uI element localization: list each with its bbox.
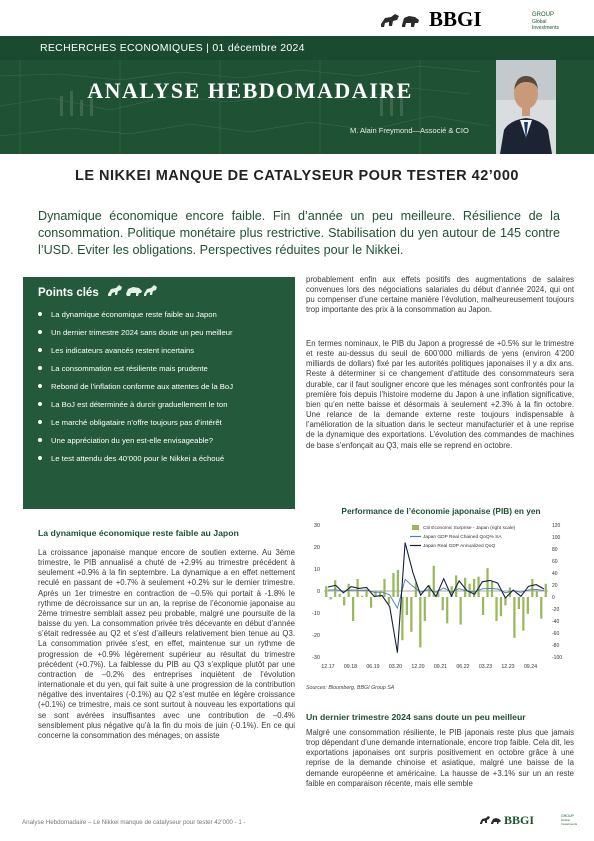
footer-text: Analyse Hebdomadaire – Le Nikkei manque de catalyseur pour tester 42’000 - 1 - bbox=[22, 819, 246, 826]
chart-bar bbox=[330, 597, 332, 599]
right-axis-tick-label: 0 bbox=[552, 595, 555, 601]
brand-sub1: Global bbox=[532, 19, 547, 25]
chart-bar bbox=[468, 584, 470, 597]
chart-bar bbox=[424, 597, 426, 621]
legend-label: Japan GDP Real Chained QoQ% SA bbox=[423, 535, 502, 540]
key-point-item: Rebond de l’inflation conforme aux attentes de la BoJ bbox=[38, 382, 233, 391]
left-axis-tick-label: 20 bbox=[313, 545, 320, 551]
chart-bar bbox=[352, 597, 354, 621]
legend-swatch bbox=[412, 525, 419, 530]
legend-label: Citi Economic Surprise - Japan (right scale) bbox=[423, 526, 516, 531]
key-point-item: La consommation est résiliente mais prudente bbox=[38, 364, 208, 373]
x-axis-tick-label: 09.24 bbox=[523, 664, 538, 670]
annualized-series-line bbox=[328, 543, 544, 653]
x-axis-tick-label: 12.20 bbox=[411, 664, 425, 670]
chart-bar bbox=[518, 597, 520, 609]
left-body-text: La croissance japonaise manque encore de soutien externe. Au 3ème trimestre, le PIB annualisé a chuté de +2.9% au trimestre précédent à seulement +0.9% à la fin septembre. La dynamique a en effet nettement reculé en passant de +0.7% à seulement +0.2% sur le dernier trimestre. Après un 1er trimestre en contraction de –0.5% qui portait à -1.8% le rythme de décroissance sur un an, la reprise de l’économie japonaise au 2ème trimestre semblait assez peu probable, malgré une poursuite de la baisse du yen. La consommation privée très décevante en début d’année s’était redressée au Q2 et s’est d’ailleurs relativement bien tenue au Q3. La consommation privée s’est, en effet, maintenue sur un rythme de progression de +0.9% légèrement supérieur au résultat du trimestre précédent (+0.7%). La faiblesse du PIB au Q3 s’explique plutôt par une contraction de –0.2% des entreprises inquiètent de l’évolution internationale et du yen, qui fait suite à une progression de la contribution négative des inventaires (-0.1%) au Q2 s’est mutée en légère croissance (+0.1%) ce trimestre, mais ce sont surtout à nouveau les exportations qui se sont avérées insuffisantes avec une contribution de –0.4% sensiblement plus négative qu’à la fin du mois de juin (-0.1%). En ce qui concerne la consommation des ménages, on assiste bbox=[38, 548, 295, 740]
brand-name: BBGI bbox=[429, 7, 482, 31]
key-point-item: Les indicateurs avancés restent incertains bbox=[38, 346, 194, 355]
chart-bar bbox=[401, 597, 403, 640]
right-axis-tick-label: -80 bbox=[552, 643, 560, 649]
chart-bar bbox=[442, 597, 444, 610]
chart-bar bbox=[536, 591, 538, 597]
chart-bar bbox=[419, 597, 421, 647]
svg-text:Global: Global bbox=[561, 818, 570, 822]
right-axis-tick-label: 80 bbox=[552, 547, 558, 553]
report-title: ANALYSE HEBDOMADAIRE bbox=[87, 78, 413, 103]
chart-bar bbox=[343, 597, 345, 605]
bull-bear-icon bbox=[106, 282, 158, 298]
key-point-item: Une appréciation du yen est-elle envisageable? bbox=[38, 436, 213, 445]
chart-source: Sources: Bloomberg, BBGI Group SA bbox=[306, 685, 395, 691]
chart-bar bbox=[500, 597, 502, 616]
bull-bear-icon bbox=[381, 14, 419, 27]
section-title-right: Un dernier trimestre 2024 sans doute un peu meilleur bbox=[306, 712, 526, 722]
left-axis-tick-label: 0 bbox=[316, 589, 320, 595]
chart-bar bbox=[392, 573, 394, 597]
right-axis-tick-label: 100 bbox=[552, 535, 561, 541]
section-title-left: La dynamique économique reste faible au Japon bbox=[38, 528, 239, 538]
x-axis-tick-label: 06.19 bbox=[366, 664, 380, 670]
chart-bar bbox=[522, 597, 524, 631]
right-axis-tick-label: 40 bbox=[552, 571, 558, 577]
brand-sub2: Investments bbox=[532, 25, 559, 31]
left-axis-tick-label: -30 bbox=[312, 655, 320, 661]
chart-bar bbox=[513, 597, 515, 638]
chart-bar bbox=[383, 579, 385, 597]
chart-bar bbox=[365, 590, 367, 597]
x-axis-tick-label: 09.18 bbox=[343, 664, 358, 670]
left-axis-tick-label: 10 bbox=[313, 567, 320, 573]
chart-bar bbox=[397, 570, 399, 597]
right-axis-tick-label: -40 bbox=[552, 619, 560, 625]
chart-bar bbox=[446, 597, 448, 623]
svg-text:GROUP: GROUP bbox=[561, 814, 574, 818]
qoq-series-line bbox=[328, 579, 544, 608]
chart-bar bbox=[410, 597, 412, 632]
chart-bar bbox=[486, 568, 488, 597]
chart-bar bbox=[339, 594, 341, 597]
brand-group: GROUP bbox=[532, 12, 555, 18]
headline: LE NIKKEI MANQUE DE CATALYSEUR POUR TESTER 42’000 bbox=[74, 168, 519, 184]
x-axis-tick-label: 12.23 bbox=[501, 664, 515, 670]
right-paragraph-1: probablement enfin aux effets positifs des augmentations de salaires convenues lors des négociations salariales du début d’année 2024, qui ont pu compenser d’une certaine manière l’évolution, malheureusement toujours trop importante des prix à la consommation au Japon. bbox=[306, 275, 574, 315]
chart-bar bbox=[334, 580, 336, 597]
issue-line: RECHERCHES ECONOMIQUES | 01 décembre 2024 bbox=[40, 42, 305, 54]
right-axis-tick-label: -20 bbox=[552, 607, 560, 613]
chart-bar bbox=[325, 586, 327, 597]
svg-text:BBGI: BBGI bbox=[504, 813, 535, 826]
chart-bar bbox=[460, 597, 462, 625]
chart-bar bbox=[540, 597, 542, 619]
chart-bar bbox=[531, 579, 533, 597]
right-axis-tick-label: -100 bbox=[552, 655, 563, 661]
chart-bar bbox=[491, 581, 493, 597]
chart-bar bbox=[388, 597, 390, 604]
chart-title: Performance de l’économie japonaise (PIB) en yen bbox=[341, 506, 541, 516]
left-axis-tick-label: -10 bbox=[312, 611, 320, 617]
chart-bar bbox=[370, 597, 372, 608]
x-axis-tick-label: 03.20 bbox=[388, 664, 403, 670]
key-points-title: Points clés bbox=[38, 287, 99, 299]
chart-bar bbox=[495, 597, 497, 621]
chart-bar bbox=[406, 597, 408, 615]
left-axis-tick-label: -20 bbox=[312, 633, 320, 639]
chart-bar bbox=[527, 597, 529, 614]
x-axis-tick-label: 06.22 bbox=[456, 664, 470, 670]
gdp-chart bbox=[300, 517, 572, 677]
right-section-body: Malgré une consommation résiliente, le PIB japonais reste plus que jamais trop dépendant d’une demande internationale, encore trop faible. Cela dit, les exportations japonaises ont surpris positivement en octobre grâce à une reprise de la demande chinoise et asiatique, malgré une baisse de la demande européenne et américaine. La hausse de +3.1% sur un an reste faible en comparaison récente, mais elle semble bbox=[306, 728, 574, 788]
key-point-item: La dynamique économique reste faible au Japon bbox=[38, 310, 217, 319]
x-axis-tick-label: 12.17 bbox=[321, 664, 335, 670]
key-point-item: Le marché obligataire n’offre toujours pas d’intérêt bbox=[38, 418, 222, 427]
author-line: M. Alain Freymond—Associé & CIO bbox=[350, 126, 469, 135]
right-axis-tick-label: 60 bbox=[552, 559, 558, 565]
key-point-item: Un dernier trimestre 2024 sans doute un peu meilleur bbox=[38, 328, 233, 337]
right-axis-tick-label: -60 bbox=[552, 631, 560, 637]
legend-label: Japan Real GDP Annualized QoQ bbox=[423, 544, 496, 549]
bbgi-logo-footer bbox=[478, 812, 584, 826]
x-axis-tick-label: 03.23 bbox=[478, 664, 493, 670]
right-paragraph-2: En termes nominaux, le PIB du Japon a progressé de +0.5% sur le trimestre et reste au-dessus du seuil de 600’000 milliards de yens (environ 4’200 milliards de dollars) fixé par les autorités politiques japonaises il y a dix ans. Reste à déterminer si ce changement d’attitude des consommateurs sera durable, car il faut souligner encore que les ménages sont confrontés pour la première fois depuis l’histoire moderne du Japon à une inflation significative, bien qu’en nette baisse et désormais à seulement +2.3% à la fin octobre. Une relance de la demande externe reste toujours indispensable à l’amélioration de la situation dans le secteur manufacturier et à une reprise de la dynamique des exportations. L’évolution des commandes de machines de base s’enfonçait au Q3, mais elle se reprend en octobre. bbox=[306, 339, 574, 450]
chart-bar bbox=[545, 584, 547, 597]
right-axis-tick-label: 120 bbox=[552, 523, 561, 529]
subtitle: Dynamique économique encore faible. Fin d’année un peu meilleure. Résilience de la consommation. Politique monétaire plus restrictive. Stabilisation du yen autour de 145 contre l’USD. Eviter les obligations. Perspectives réduites pour le Nikkei. bbox=[38, 209, 560, 257]
x-axis-tick-label: 09.21 bbox=[433, 664, 448, 670]
bbgi-logo-header bbox=[375, 6, 585, 32]
chart-bar bbox=[361, 596, 363, 597]
portrait-image bbox=[496, 60, 556, 154]
key-point-item: La BoJ est déterminée à durcir graduellement le ton bbox=[38, 400, 228, 409]
left-axis-tick-label: 30 bbox=[313, 523, 320, 529]
key-point-item: Le test attendu des 40’000 pour le Nikkei a échoué bbox=[38, 454, 224, 463]
chart-bar bbox=[482, 597, 484, 615]
svg-text:Investments: Investments bbox=[561, 822, 578, 826]
right-axis-tick-label: 20 bbox=[552, 583, 558, 589]
